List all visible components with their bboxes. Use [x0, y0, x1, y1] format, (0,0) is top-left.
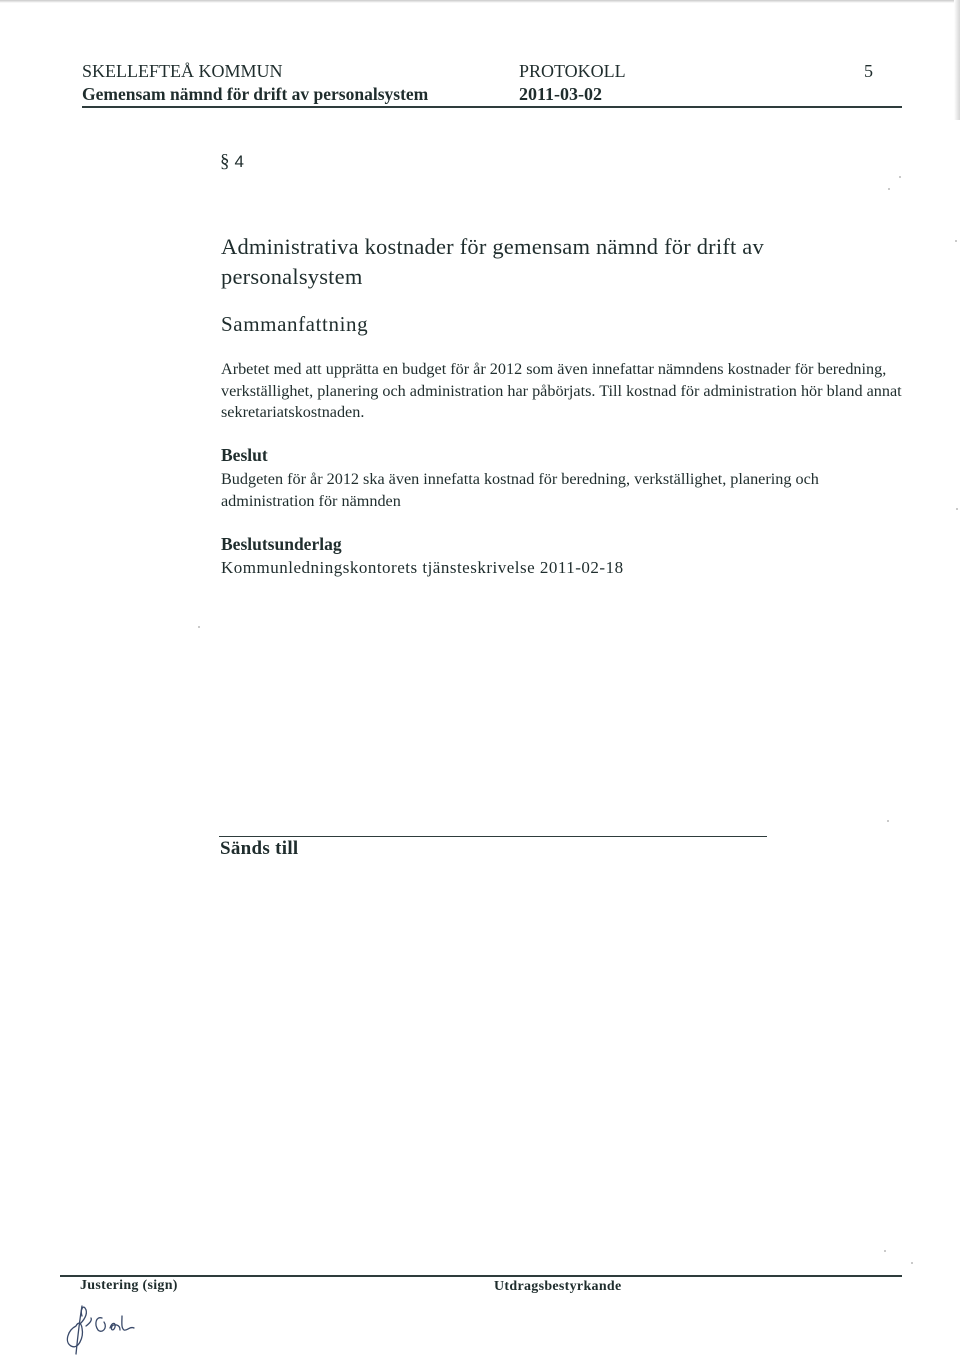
- header-rule: [82, 106, 902, 108]
- decision-heading: Beslut: [221, 445, 268, 465]
- handwritten-signature: [58, 1296, 168, 1356]
- send-to-rule: [219, 836, 767, 837]
- header-organization: SKELLEFTEÅ KOMMUN: [82, 61, 283, 81]
- scan-speck: [955, 240, 957, 242]
- decision-basis-heading: Beslutsunderlag: [221, 534, 342, 554]
- scan-speck: [888, 188, 890, 190]
- header-document-type: PROTOKOLL: [519, 61, 626, 81]
- decision-basis-text: Kommunledningskontorets tjänsteskrivelse 2011-02-18: [221, 558, 624, 577]
- send-to-heading: Sänds till: [220, 838, 299, 859]
- section-title: Administrativa kostnader för gemensam nämnd för drift av personalsystem: [221, 234, 764, 289]
- section-number: [220, 151, 244, 173]
- footer-rule: [60, 1275, 902, 1277]
- header-date: 2011-03-02: [519, 84, 602, 104]
- scan-speck: [884, 1250, 886, 1252]
- summary-heading: Sammanfattning: [221, 312, 369, 336]
- scan-edge-right: [954, 0, 960, 120]
- scan-edge-top: [0, 0, 960, 3]
- scan-speck: [899, 176, 901, 178]
- summary-text: Arbetet med att upprätta en budget för år 2012 som även innefattar nämndens kostnader för beredning, verkställighet, planering och administration har påbörjats. Till kostnad för administration hör bland annat sekretariatskostnaden.: [221, 360, 902, 421]
- section-symbol: §: [220, 151, 230, 172]
- section-number-value: 4: [234, 152, 244, 171]
- header-committee: Gemensam nämnd för drift av personalsystem: [82, 84, 429, 104]
- footer-justering-label: Justering (sign): [80, 1278, 178, 1293]
- scan-speck: [198, 626, 200, 628]
- scan-speck: [956, 508, 958, 510]
- header-page-number: 5: [864, 61, 873, 81]
- scan-speck: [911, 1262, 913, 1264]
- scan-speck: [887, 820, 889, 822]
- footer-utdrag-label: Utdragsbestyrkande: [494, 1279, 622, 1294]
- decision-text: Budgeten för år 2012 ska även innefatta kostnad för beredning, verkställighet, planering och administration för nämnden: [221, 470, 819, 510]
